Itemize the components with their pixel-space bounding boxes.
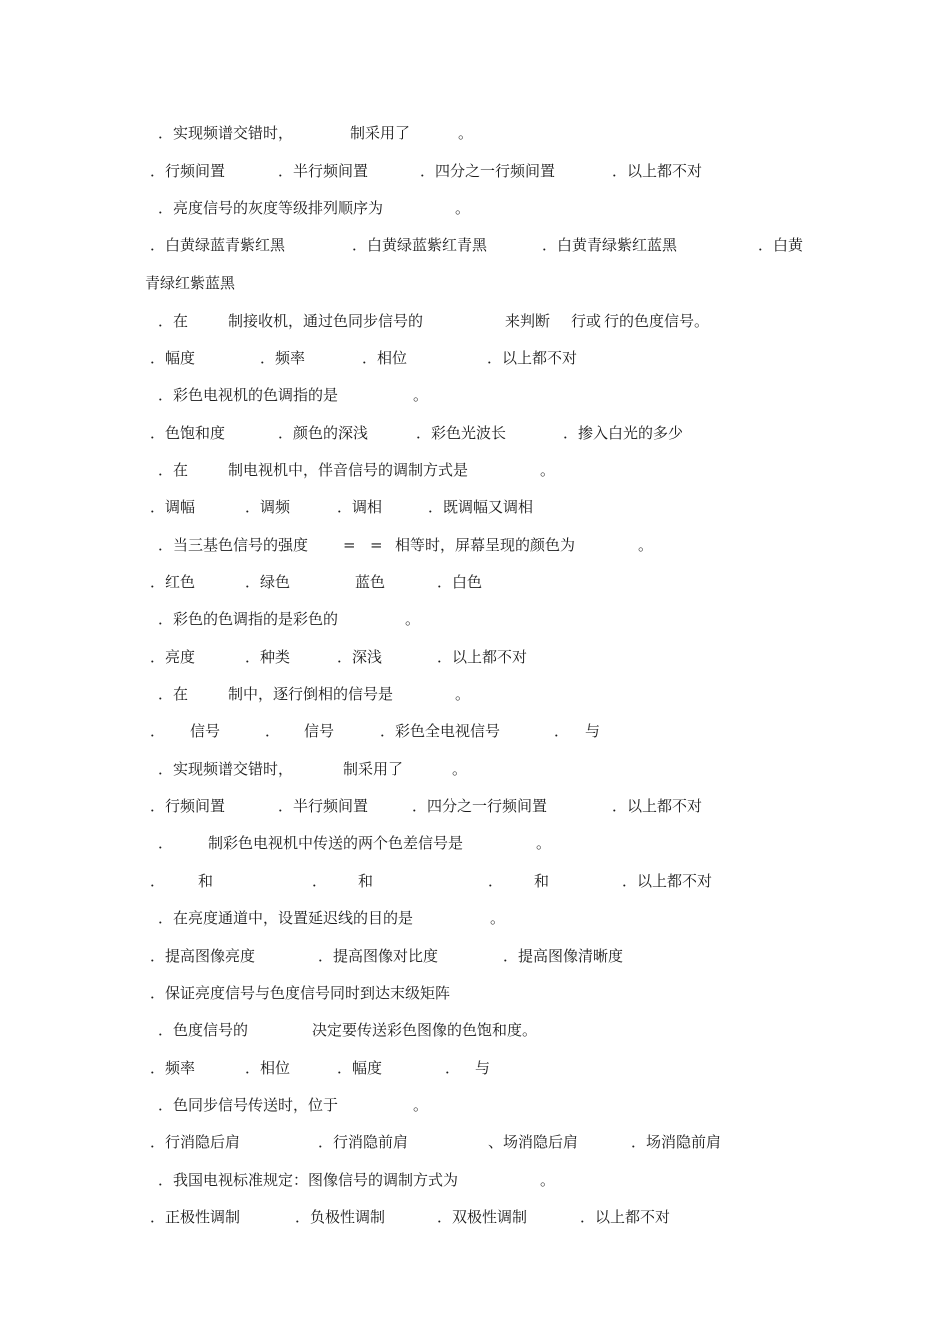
text-segment: 。 [452, 760, 468, 778]
text-segment: ．色同步信号传送时，位于 [158, 1096, 339, 1114]
text-segment: ． [158, 834, 174, 852]
text-segment: ．调相 [337, 498, 383, 516]
text-segment: ． [312, 872, 328, 890]
text-segment: 。 [458, 124, 474, 142]
text-segment: ．在 [158, 685, 189, 703]
text-segment: ．白黄 [758, 236, 804, 254]
text-segment: ．相位 [245, 1059, 291, 1077]
text-segment: ．掺入白光的多少 [563, 424, 684, 442]
text-segment: ．白黄绿蓝紫红青黑 [352, 236, 488, 254]
text-segment: ．保证亮度信号与色度信号同时到达末级矩阵 [150, 984, 451, 1002]
text-segment: ．调幅 [150, 498, 196, 516]
text-segment: ．白黄青绿紫红蓝黑 [542, 236, 678, 254]
text-segment: = [343, 536, 356, 554]
text-segment: ．半行频间置 [278, 162, 369, 180]
text-segment: ．色饱和度 [150, 424, 226, 442]
text-segment: ． [150, 722, 166, 740]
text-segment: ．在 [158, 312, 189, 330]
text-segment: ．实现频谱交错时， [158, 760, 294, 778]
text-segment: 。 [413, 386, 429, 404]
text-segment: ．以上都不对 [622, 872, 713, 890]
text-segment: ．频率 [150, 1059, 196, 1077]
text-segment: = [370, 536, 383, 554]
text-segment: ．以上都不对 [437, 648, 528, 666]
text-segment: ．彩色光波长 [416, 424, 507, 442]
text-segment: 、场消隐后肩 [488, 1133, 579, 1151]
text-segment: 蓝色 [355, 573, 386, 591]
text-segment: 相等时，屏幕呈现的颜色为 [395, 536, 576, 554]
text-segment: ．在 [158, 461, 189, 479]
text-segment: ．场消隐前肩 [631, 1133, 722, 1151]
text-segment: 决定要传送彩色图像的色饱和度。 [312, 1021, 538, 1039]
text-segment: ．以上都不对 [487, 349, 578, 367]
text-segment: ．提高图像亮度 [150, 947, 256, 965]
text-segment: ．亮度信号的灰度等级排列顺序为 [158, 199, 384, 217]
text-segment: ． [150, 872, 166, 890]
text-segment: 制采用了 [343, 760, 404, 778]
text-segment: 。 [455, 685, 471, 703]
text-segment: 制接收机，通过色同步信号的 [228, 312, 424, 330]
text-segment: ． [445, 1059, 461, 1077]
text-segment: 和 [534, 872, 550, 890]
text-segment: ．相位 [362, 349, 408, 367]
text-segment: ．正极性调制 [150, 1208, 241, 1226]
text-segment: ．四分之一行频间置 [420, 162, 556, 180]
text-segment: 信号 [304, 722, 335, 740]
text-segment: ．实现频谱交错时， [158, 124, 294, 142]
text-segment: ．绿色 [245, 573, 291, 591]
text-segment: 。 [405, 610, 421, 628]
text-segment: 。 [455, 199, 471, 217]
text-segment: ．以上都不对 [612, 162, 703, 180]
text-segment: 与 [585, 722, 601, 740]
text-segment: ．调频 [245, 498, 291, 516]
text-segment: 。 [540, 1171, 556, 1189]
text-segment: ．白色 [437, 573, 483, 591]
text-segment: ．彩色全电视信号 [380, 722, 501, 740]
text-segment: 制电视机中，伴音信号的调制方式是 [228, 461, 469, 479]
text-segment: ．红色 [150, 573, 196, 591]
text-segment: 行的色度信号。 [604, 312, 710, 330]
text-segment: ．负极性调制 [295, 1208, 386, 1226]
text-segment: 。 [536, 834, 552, 852]
text-segment: ．在亮度通道中，设置延迟线的目的是 [158, 909, 414, 927]
text-segment: ．提高图像清晰度 [503, 947, 624, 965]
text-segment: ．频率 [260, 349, 306, 367]
text-segment: ．幅度 [337, 1059, 383, 1077]
text-segment: ．行频间置 [150, 162, 226, 180]
text-segment: 。 [413, 1096, 429, 1114]
text-segment: ．以上都不对 [612, 797, 703, 815]
text-segment: 来判断 [505, 312, 551, 330]
text-segment: ． [554, 722, 570, 740]
text-segment: ．白黄绿蓝青紫红黑 [150, 236, 286, 254]
text-segment: ． [488, 872, 504, 890]
text-segment: ．彩色电视机的色调指的是 [158, 386, 339, 404]
text-segment: 信号 [190, 722, 221, 740]
text-segment: ．幅度 [150, 349, 196, 367]
text-segment: 。 [540, 461, 556, 479]
text-segment: 和 [198, 872, 214, 890]
text-segment: ．双极性调制 [437, 1208, 528, 1226]
text-segment: 。 [490, 909, 506, 927]
text-segment: 制采用了 [350, 124, 411, 142]
text-segment: 制中，逐行倒相的信号是 [228, 685, 394, 703]
text-segment: ． [265, 722, 281, 740]
text-segment: ．深浅 [337, 648, 383, 666]
text-segment: ．行频间置 [150, 797, 226, 815]
text-segment: 和 [358, 872, 374, 890]
text-segment: ．四分之一行频间置 [412, 797, 548, 815]
text-segment: ．种类 [245, 648, 291, 666]
text-segment: ．以上都不对 [580, 1208, 671, 1226]
text-segment: ．既调幅又调相 [428, 498, 534, 516]
text-segment: ．行消隐前肩 [318, 1133, 409, 1151]
text-segment: ．我国电视标准规定：图像信号的调制方式为 [158, 1171, 459, 1189]
text-segment: ．颜色的深浅 [278, 424, 369, 442]
text-segment: 行或 [571, 312, 602, 330]
text-segment: 。 [638, 536, 654, 554]
text-segment: ．行消隐后肩 [150, 1133, 241, 1151]
text-segment: ．提高图像对比度 [318, 947, 439, 965]
text-segment: 青绿红紫蓝黑 [145, 274, 236, 292]
text-segment: 与 [475, 1059, 491, 1077]
text-segment: 制彩色电视机中传送的两个色差信号是 [208, 834, 464, 852]
text-segment: ．色度信号的 [158, 1021, 249, 1039]
text-segment: ．半行频间置 [278, 797, 369, 815]
text-segment: ．亮度 [150, 648, 196, 666]
text-segment: ．当三基色信号的强度 [158, 536, 309, 554]
text-segment: ．彩色的色调指的是彩色的 [158, 610, 339, 628]
